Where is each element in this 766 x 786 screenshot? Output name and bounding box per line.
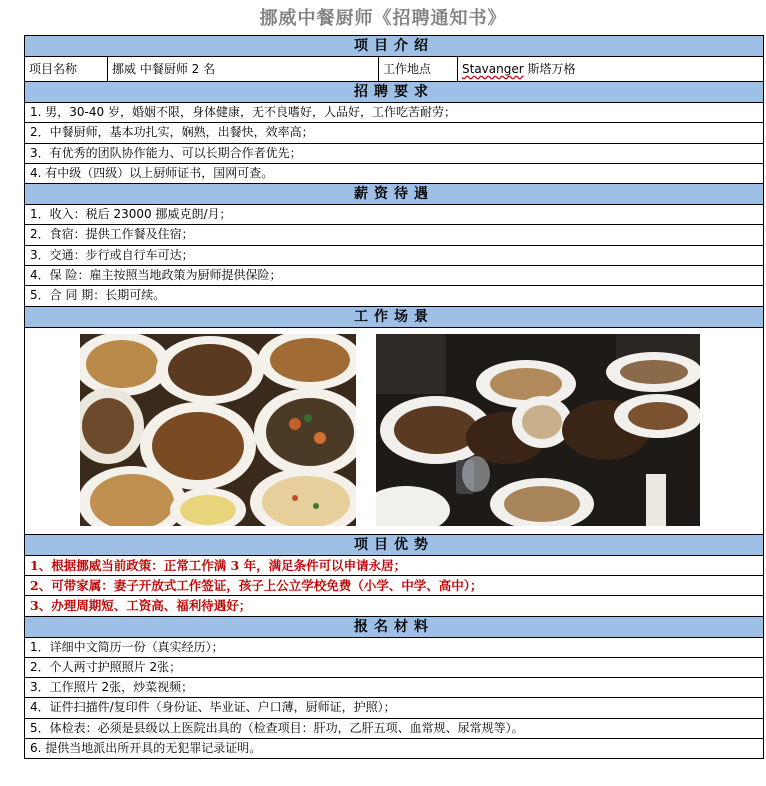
advantages-list bbox=[24, 556, 764, 617]
workplace-photos bbox=[24, 328, 764, 535]
project-name-value: 挪威 中餐厨师 2 名 bbox=[108, 57, 379, 81]
recruitment-table bbox=[24, 35, 764, 759]
section-heading-salary: 薪资待遇 bbox=[24, 184, 764, 205]
work-location-value bbox=[458, 57, 763, 81]
project-name-label: 项目名称 bbox=[25, 57, 108, 81]
section-heading-requirements: 招聘要求 bbox=[24, 82, 764, 103]
document-title: 挪威中餐厨师《招聘通知书》 bbox=[259, 8, 507, 29]
material-item: 2．个人两寸护照照片 2张； bbox=[25, 658, 763, 678]
requirement-item: 2．中餐厨师，基本功扎实，娴熟，出餐快，效率高； bbox=[25, 123, 763, 143]
salary-list bbox=[24, 205, 764, 306]
section-heading-intro: 项目介绍 bbox=[24, 35, 764, 57]
advantage-item: 3、办理周期短、工资高、福利待遇好； bbox=[30, 598, 252, 614]
salary-item: 5．合 同 期：长期可续。 bbox=[30, 288, 166, 303]
materials-list bbox=[24, 638, 764, 760]
section-heading-materials: 报名材料 bbox=[24, 617, 764, 638]
salary-item: 3．交通：步行或自行车可达； bbox=[25, 246, 763, 266]
salary-item: 1．收入：税后 23000 挪威克朗/月； bbox=[25, 205, 763, 225]
project-info-row bbox=[24, 57, 764, 82]
material-item: 1．详细中文简历一份（真实经历）； bbox=[25, 638, 763, 658]
material-item: 4．证件扫描件/复印件（身份证、毕业证、户口薄，厨师证，护照）； bbox=[25, 698, 763, 718]
location-latin: Stavanger bbox=[462, 62, 524, 76]
location-cn: 斯塔万格 bbox=[523, 62, 576, 76]
salary-item: 2．食宿：提供工作餐及住宿； bbox=[25, 225, 763, 245]
material-item: 5．体检表：必须是县级以上医院出具的（检查项目：肝功，乙肝五项、血常规、尿常规等）。 bbox=[25, 719, 763, 739]
chinese-dishes-photo bbox=[80, 334, 356, 526]
advantage-item: 2、可带家属：妻子开放式工作签证，孩子上公立学校免费（小学、中学、高中）； bbox=[25, 576, 763, 596]
material-item: 3．工作照片 2张，炒菜视频； bbox=[25, 678, 763, 698]
material-item: 6. 提供当地派出所开具的无犯罪记录证明。 bbox=[30, 741, 262, 756]
dining-table-photo bbox=[376, 334, 700, 526]
salary-item: 4．保 险：雇主按照当地政策为厨师提供保险； bbox=[25, 266, 763, 286]
section-heading-advantages: 项目优势 bbox=[24, 535, 764, 556]
requirements-list bbox=[24, 103, 764, 184]
requirement-item: 1. 男，30-40 岁，婚姻不限，身体健康，无不良嗜好，人品好，工作吃苦耐劳； bbox=[25, 103, 763, 123]
advantage-item: 1、根据挪威当前政策：正常工作满 3 年，满足条件可以申请永居； bbox=[25, 556, 763, 576]
section-heading-workplace: 工作场景 bbox=[24, 307, 764, 328]
requirement-item: 3．有优秀的团队协作能力、可以长期合作者优先； bbox=[25, 144, 763, 164]
requirement-item: 4. 有中级（四级）以上厨师证书，国网可查。 bbox=[30, 165, 274, 180]
work-location-label: 工作地点 bbox=[379, 57, 458, 81]
